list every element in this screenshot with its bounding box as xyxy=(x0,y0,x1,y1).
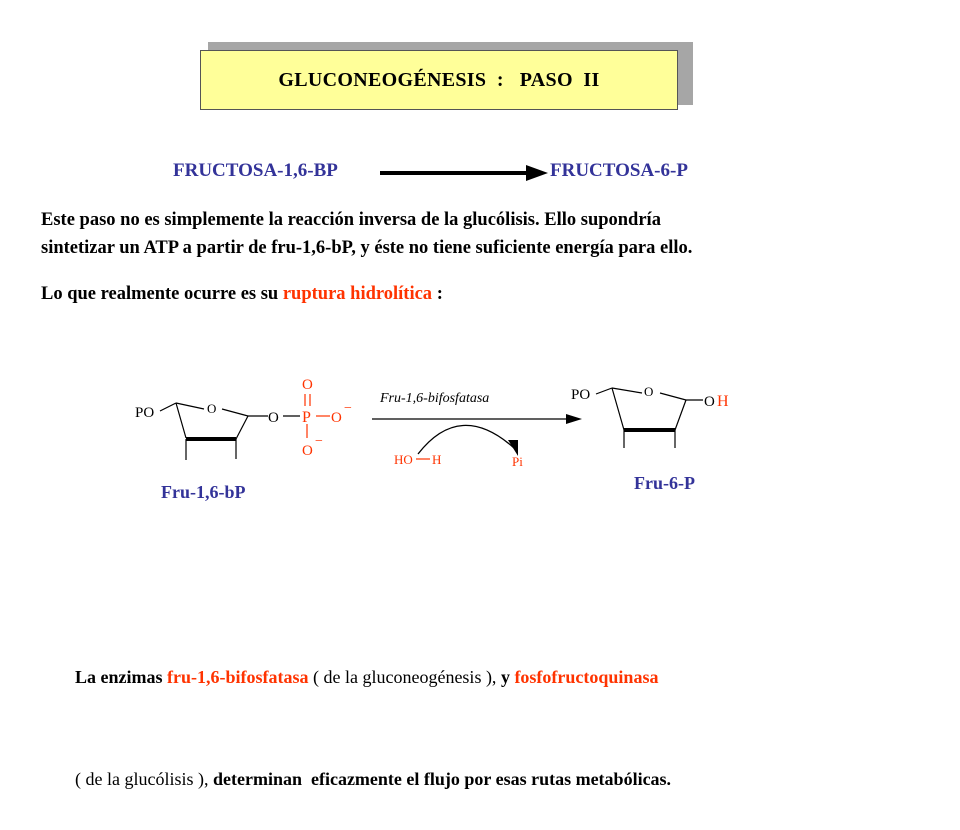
diagram-arrowhead xyxy=(566,414,582,424)
conclusion-text-d: y xyxy=(500,667,515,687)
ring-o-right: O xyxy=(644,384,654,399)
hydrolysis-suffix: : xyxy=(432,284,443,304)
hydrolysis-diagram xyxy=(0,360,960,530)
page-title: GLUCONEOGÉNESIS : PASO II xyxy=(200,50,678,110)
po-left-label: PO xyxy=(135,405,155,421)
paragraph-hydrolysis xyxy=(41,280,443,308)
link-o: O xyxy=(268,410,279,426)
minus-1: − xyxy=(344,401,352,416)
o-right-label: O xyxy=(331,410,342,426)
conclusion-text-a: La enzimas xyxy=(75,667,167,687)
substrate-structure-label: Fru-1,6-bP xyxy=(161,482,246,502)
o-top-label: O xyxy=(302,377,313,393)
enzyme-label: Fru-1,6-bifosfatasa xyxy=(380,391,490,406)
water-ho: HO xyxy=(394,452,413,467)
conclusion-text-c: ( de la gluconeogénesis ), xyxy=(308,667,501,687)
hydrolysis-highlight: ruptura hidrolítica xyxy=(282,284,433,304)
reaction-product: FRUCTOSA-6-P xyxy=(550,160,688,181)
paragraph-explanation xyxy=(41,206,941,262)
oh-o-label: O xyxy=(704,394,715,410)
conclusion-line-1 xyxy=(75,660,671,694)
ring-o-left: O xyxy=(207,401,217,416)
conclusion-line-2 xyxy=(75,762,671,796)
hydrolysis-prefix: Lo que realmente ocurre es su xyxy=(41,284,283,304)
o-bottom-label: O xyxy=(302,443,313,459)
reaction-arrow xyxy=(380,162,550,184)
paragraph-line-2: sintetizar un ATP a partir de fru-1,6-bP, y éste no tiene suficiente energía para ello. xyxy=(41,238,693,258)
oh-h-label: H xyxy=(717,393,729,410)
fructose-bisphosphate-structure xyxy=(135,377,352,460)
fructose-6-phosphate-structure xyxy=(571,384,729,448)
enzyme-fbpase: fru-1,6-bifosfatasa xyxy=(167,667,309,687)
phosphorus-label: P xyxy=(302,409,311,426)
pi-label: Pi xyxy=(512,454,523,469)
product-structure-label: Fru-6-P xyxy=(634,473,695,493)
conclusion-text-f: determinan eficazmente el flujo por esas rutas metabólicas. xyxy=(212,769,672,789)
curved-arrow xyxy=(418,425,514,454)
enzyme-pfk: fosfofructoquinasa xyxy=(514,667,659,687)
po-right-label: PO xyxy=(571,387,591,403)
minus-2: − xyxy=(315,434,323,449)
reaction-substrate: FRUCTOSA-1,6-BP xyxy=(173,160,338,181)
conclusion-text-e: ( de la glucólisis ), xyxy=(75,769,213,789)
paragraph-line-1: Este paso no es simplemente la reacción inversa de la glucólisis. Ello supondría xyxy=(41,210,661,230)
conclusion-text xyxy=(75,592,671,830)
water-h: H xyxy=(432,452,442,467)
